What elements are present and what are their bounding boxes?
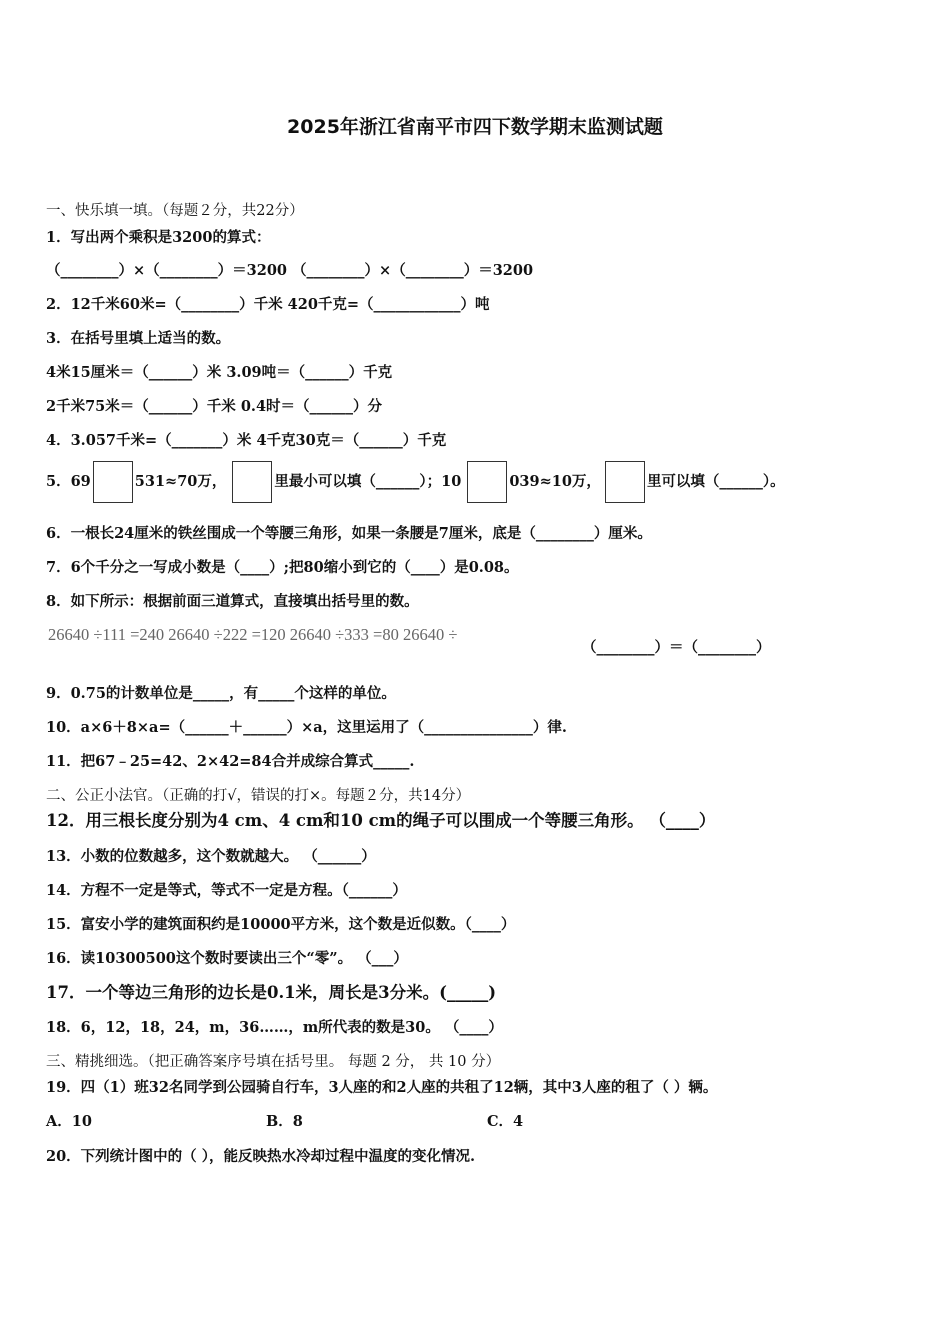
question-5-part-1: 5．69 (46, 473, 91, 490)
answer-box-4[interactable] (605, 461, 645, 503)
question-20: 20．下列统计图中的（ ），能反映热水冷却过程中温度的变化情况. (46, 1148, 476, 1165)
answer-box-2[interactable] (232, 461, 272, 503)
question-3-line-2: 2千米75米＝（______）千米 0.4时＝（______）分 (46, 398, 383, 415)
question-5-part-2: 531≈70万， (134, 473, 227, 490)
question-3-line-1: 4米15厘米＝（______）米 3.09吨＝（______）千克 (46, 364, 393, 381)
question-6: 6．一根长24厘米的铁丝围成一个等腰三角形，如果一条腰是7厘米，底是（________）厘米。 (46, 525, 652, 542)
section-1-heading: 一、快乐填一填。（每题２分，共22分） (46, 203, 304, 219)
question-15: 15．富安小学的建筑面积约是10000平方米，这个数是近似数。（____） (46, 916, 516, 933)
question-4: 4．3.057千米=（_______）米 4千克30克＝（______）千克 (46, 432, 447, 449)
question-2: 2．12千米60米=（________）千米 420千克=（____________）吨 (46, 296, 490, 313)
answer-box-1[interactable] (93, 461, 133, 503)
question-8-answer: （________）＝（________） (582, 639, 771, 656)
section-2-heading: 二、公正小法官。（正确的打√，错误的打×。每题２分，共14分） (46, 788, 471, 804)
question-3: 3．在括号里填上适当的数。 (46, 330, 231, 347)
question-11: 11．把67﹣25=42、2×42=84合并成综合算式_____. (46, 753, 415, 770)
question-5-part-4: 039≈10万， (509, 473, 601, 490)
question-10: 10．a×6＋8×a=（______＋______）×a，这里运用了（_______________）律. (46, 719, 567, 736)
question-19-option-c[interactable]: C．4 (487, 1113, 524, 1130)
question-5-part-5: 里可以填（______）。 (646, 473, 785, 490)
question-5 (46, 460, 785, 504)
page-title: 2025年浙江省南平市四下数学期末监测试题 (287, 116, 663, 138)
question-14: 14．方程不一定是等式，等式不一定是方程。（______） (46, 882, 407, 899)
answer-box-3[interactable] (467, 461, 507, 503)
question-17: 17．一个等边三角形的边长是0.1米，周长是3分米。(_____) (46, 983, 497, 1002)
question-13: 13．小数的位数越多，这个数就越大。 （______） (46, 848, 376, 865)
question-1: 1．写出两个乘积是3200的算式： (46, 229, 271, 246)
question-5-part-3: 里最小可以填（______）；10 (274, 473, 462, 490)
section-3-heading: 三、精挑细选。（把正确答案序号填在括号里。 每题 2 分， 共 10 分） (46, 1054, 501, 1070)
question-12: 12．用三根长度分别为4 cm、4 cm和10 cm的绳子可以围成一个等腰三角形。 （____） (46, 811, 716, 830)
question-19-option-a[interactable]: A．10 (46, 1113, 92, 1130)
question-16: 16．读10300500这个数时要读出三个“零”。 （___） (46, 950, 408, 967)
question-19: 19．四（1）班32名同学到公园骑自行车，3人座的和2人座的共租了12辆，其中3人座的租了（ ）辆。 (46, 1079, 718, 1096)
question-8: 8．如下所示：根据前面三道算式，直接填出括号里的数。 (46, 593, 419, 610)
question-19-option-b[interactable]: B．8 (266, 1113, 303, 1130)
question-8-equations: 26640 ÷111 =240 26640 ÷222 =120 26640 ÷333 =80 26640 ÷ (48, 625, 458, 644)
question-9: 9．0.75的计数单位是_____，有_____个这样的单位。 (46, 685, 396, 702)
question-7: 7．6个千分之一写成小数是（____）;把80缩小到它的（____）是0.08。 (46, 559, 519, 576)
question-1-blanks: （________）×（________）＝3200 （________）×（________）＝3200 (46, 262, 534, 279)
question-18: 18．6，12，18，24，m，36……，m所代表的数是30。 （____） (46, 1019, 503, 1036)
